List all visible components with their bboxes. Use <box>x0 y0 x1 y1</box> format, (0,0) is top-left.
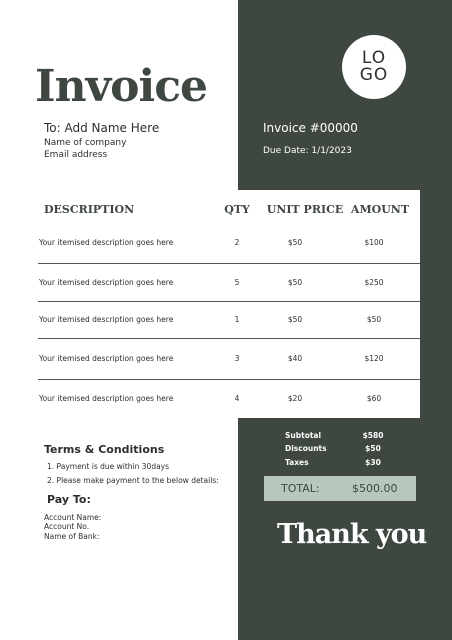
row-qty: 1 <box>234 315 240 324</box>
table-row <box>0 274 420 294</box>
term-item: 1. Payment is due within 30days <box>47 462 170 471</box>
logo-text-line1: LO <box>361 48 387 68</box>
row-amount: $100 <box>364 238 384 247</box>
row-divider <box>38 263 420 264</box>
discounts-value: $50 <box>365 444 381 453</box>
subtotal-value: $580 <box>362 431 384 440</box>
term-item: 2. Please make payment to the below details: <box>47 476 219 485</box>
bank-name: Name of Bank: <box>44 532 100 541</box>
invoice-number: Invoice #00000 <box>263 121 358 135</box>
pay-to-title: Pay To: <box>47 493 91 506</box>
recipient-company: Name of company <box>44 138 127 148</box>
thank-you-text: Thank you <box>277 519 427 550</box>
taxes-label: Taxes <box>285 458 309 467</box>
row-unit-price: $50 <box>287 315 303 324</box>
invoice-title: Invoice <box>35 61 207 112</box>
row-description: Your itemised description goes here <box>39 354 174 363</box>
row-qty: 5 <box>234 278 240 287</box>
table-row <box>0 350 420 370</box>
row-unit-price: $50 <box>287 278 303 287</box>
row-amount: $120 <box>364 354 384 363</box>
row-amount: $250 <box>364 278 384 287</box>
logo <box>342 35 406 99</box>
account-name: Account Name: <box>44 513 102 522</box>
column-header-amount: AMOUNT <box>350 203 410 216</box>
row-qty: 2 <box>234 238 240 247</box>
table-row <box>0 390 420 410</box>
row-divider <box>38 379 420 380</box>
row-description: Your itemised description goes here <box>39 238 174 247</box>
logo-text-line2: GO <box>359 65 389 85</box>
recipient-email: Email address <box>44 150 108 160</box>
row-amount: $50 <box>366 315 382 324</box>
subtotal-label: Subtotal <box>285 431 322 440</box>
row-unit-price: $50 <box>287 238 303 247</box>
row-description: Your itemised description goes here <box>39 394 174 403</box>
items-table-card <box>0 190 420 418</box>
row-divider <box>38 338 420 339</box>
discounts-label: Discounts <box>285 444 327 453</box>
row-description: Your itemised description goes here <box>39 315 174 324</box>
row-divider <box>38 301 420 302</box>
due-date: Due Date: 1/1/2023 <box>263 146 352 156</box>
column-header-description: DESCRIPTION <box>44 203 135 216</box>
account-number: Account No. <box>44 522 90 531</box>
row-qty: 4 <box>234 394 240 403</box>
taxes-value: $30 <box>365 458 381 467</box>
row-qty: 3 <box>234 354 240 363</box>
total-label: TOTAL: <box>281 482 320 495</box>
table-row <box>0 234 420 254</box>
recipient-name: To: Add Name Here <box>44 121 160 135</box>
table-row <box>0 311 420 331</box>
column-header-unit-price: UNIT PRICE <box>266 203 344 216</box>
terms-title: Terms & Conditions <box>44 443 165 456</box>
column-header-qty: QTY <box>224 203 250 216</box>
row-unit-price: $20 <box>287 394 303 403</box>
total-box <box>264 476 416 501</box>
row-amount: $60 <box>366 394 382 403</box>
row-unit-price: $40 <box>287 354 303 363</box>
total-value: $500.00 <box>352 482 398 495</box>
row-description: Your itemised description goes here <box>39 278 174 287</box>
